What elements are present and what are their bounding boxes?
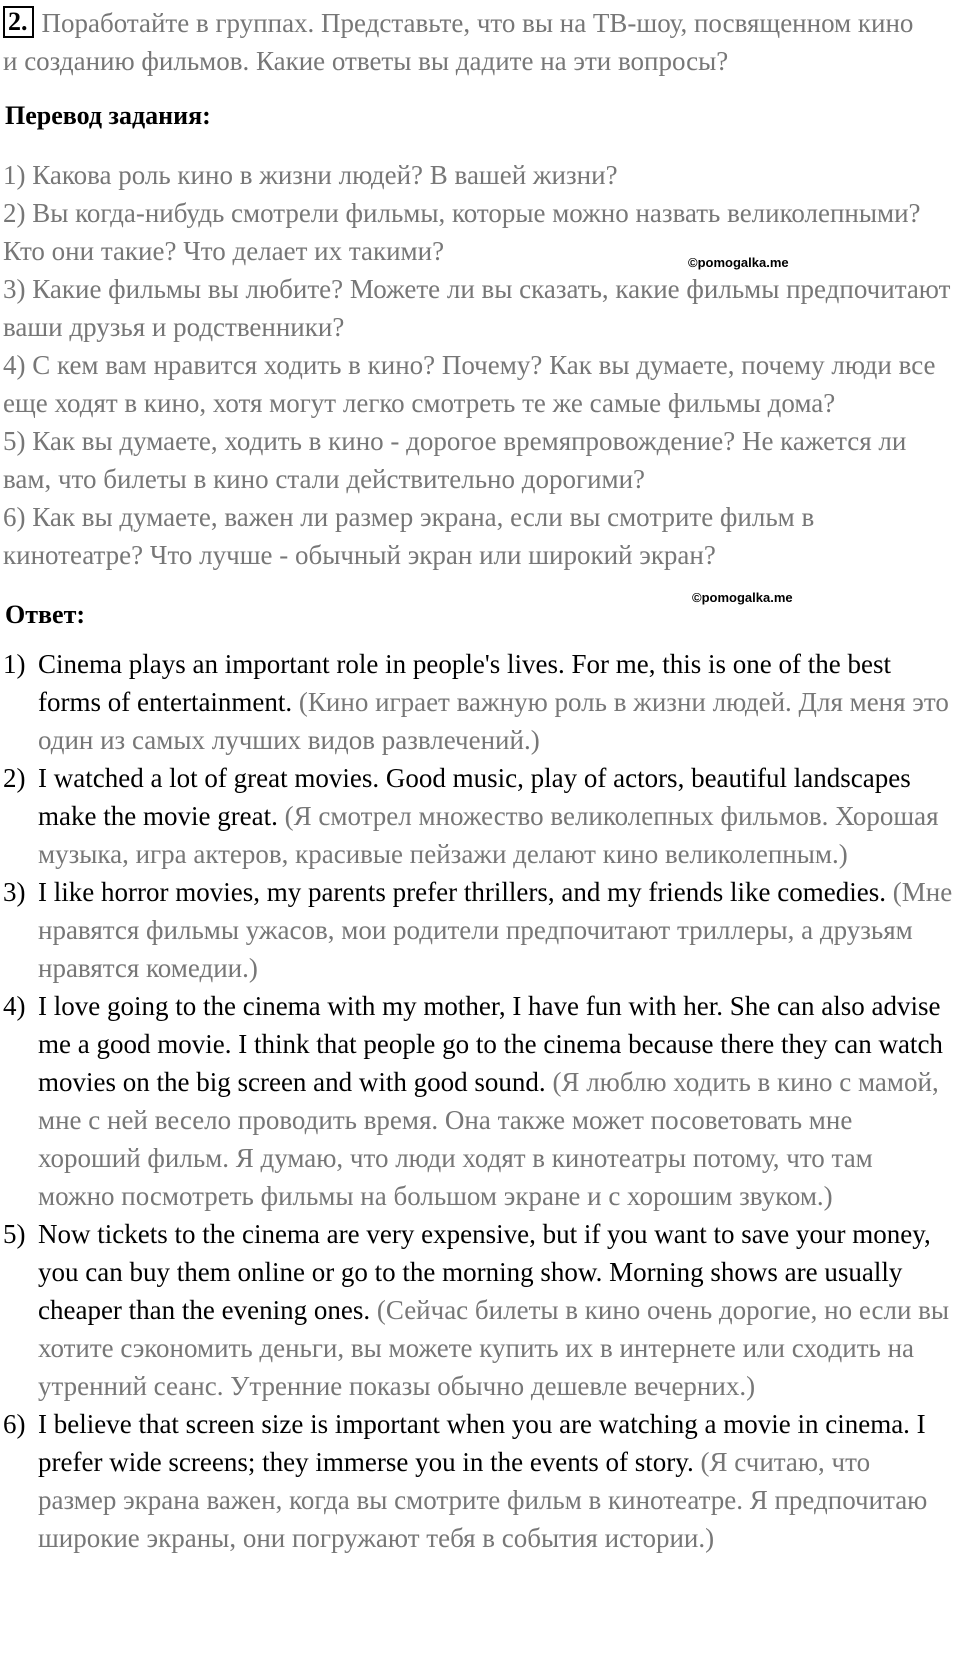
answer-number: 2)	[3, 763, 26, 793]
question-item: 3) Какие фильмы вы любите? Можете ли вы сказать, какие фильмы предпочитают ваши друзья и родственники?	[3, 274, 951, 342]
answer-russian: (Я считаю, что размер экрана важен, когда вы смотрите фильм в кинотеатре. Я предпочитаю широкие экраны, они погружают тебя в события истории.)	[38, 1447, 928, 1553]
answer-number: 6)	[3, 1409, 26, 1439]
watermark: ©pomogalka.me	[692, 590, 793, 605]
answer-number: 3)	[3, 877, 26, 907]
answer-number: 1)	[3, 649, 26, 679]
answer-item	[0, 987, 960, 1215]
answer-item	[0, 1405, 960, 1557]
answer-russian: (Мне нравятся фильмы ужасов, мои родители предпочитают триллеры, а друзьям нравятся комедии.)	[38, 877, 953, 983]
question-item: 1) Какова роль кино в жизни людей? В вашей жизни?	[3, 160, 618, 190]
answer-heading: Ответ:	[5, 600, 86, 629]
answer-english: Cinema plays an important role in people's lives. For me, this is one of the best forms of entertainment.	[38, 649, 891, 717]
task-number: 2.	[3, 6, 34, 38]
answer-number: 4)	[3, 991, 26, 1021]
task-text: Поработайте в группах. Представьте, что вы на ТВ-шоу, посвященном кино и созданию фильмов. Какие ответы вы дадите на эти вопросы?	[3, 8, 914, 76]
translation-heading: Перевод задания:	[5, 101, 211, 130]
answer-item	[0, 645, 960, 759]
answer-russian: (Сейчас билеты в кино очень дорогие, но если вы хотите сэкономить деньги, вы можете купить их в интернете или сходить на утренний сеанс. Утренние показы обычно дешевле вечерних.)	[38, 1295, 950, 1401]
answer-english: I like horror movies, my parents prefer thrillers, and my friends like comedies.	[38, 877, 886, 907]
answer-number: 5)	[3, 1219, 26, 1249]
answer-english: Now tickets to the cinema are very expensive, but if you want to save your money, you can buy them online or go to the morning show. Morning shows are usually cheaper than the evening ones.	[38, 1219, 931, 1325]
answer-item	[0, 873, 960, 987]
answer-item	[0, 1215, 960, 1405]
answer-english: I love going to the cinema with my mother, I have fun with her. She can also advise me a good movie. I think that people go to the cinema because there they can watch movies on the big screen and with good sound.	[38, 991, 943, 1097]
answer-english: I watched a lot of great movies. Good music, play of actors, beautiful landscapes make the movie great.	[38, 763, 911, 831]
question-item: 5) Как вы думаете, ходить в кино - дорогое времяпровождение? Не кажется ли вам, что билеты в кино стали действительно дорогими?	[3, 426, 907, 494]
question-item: 6) Как вы думаете, важен ли размер экрана, если вы смотрите фильм в кинотеатре? Что лучше - обычный экран или широкий экран?	[3, 502, 815, 570]
question-item: 4) С кем вам нравится ходить в кино? Почему? Как вы думаете, почему люди все еще ходят в кино, хотя могут легко смотреть те же самые фильмы дома?	[3, 350, 936, 418]
answer-russian: (Кино играет важную роль в жизни людей. Для меня это один из самых лучших видов развлечений.)	[38, 687, 949, 755]
answer-item	[0, 759, 960, 873]
watermark: ©pomogalka.me	[688, 255, 789, 270]
task-header	[3, 4, 933, 80]
answer-russian: (Я смотрел множество великолепных фильмов. Хорошая музыка, игра актеров, красивые пейзажи делают кино великолепным.)	[38, 801, 939, 869]
answer-english: I believe that screen size is important when you are watching a movie in cinema. I prefer wide screens; they immerse you in the events of story.	[38, 1409, 926, 1477]
question-item: 2) Вы когда-нибудь смотрели фильмы, которые можно назвать великолепными? Кто они такие? Что делает их такими?	[3, 198, 921, 266]
answer-list	[0, 645, 960, 1557]
answer-russian: (Я люблю ходить в кино с мамой, мне с ней весело проводить время. Она также может посоветовать мне хороший фильм. Я думаю, что люди ходят в кинотеатры потому, что там можно посмотреть фильмы на большом экране и с хорошим звуком.)	[38, 1067, 939, 1211]
question-list	[3, 156, 953, 574]
